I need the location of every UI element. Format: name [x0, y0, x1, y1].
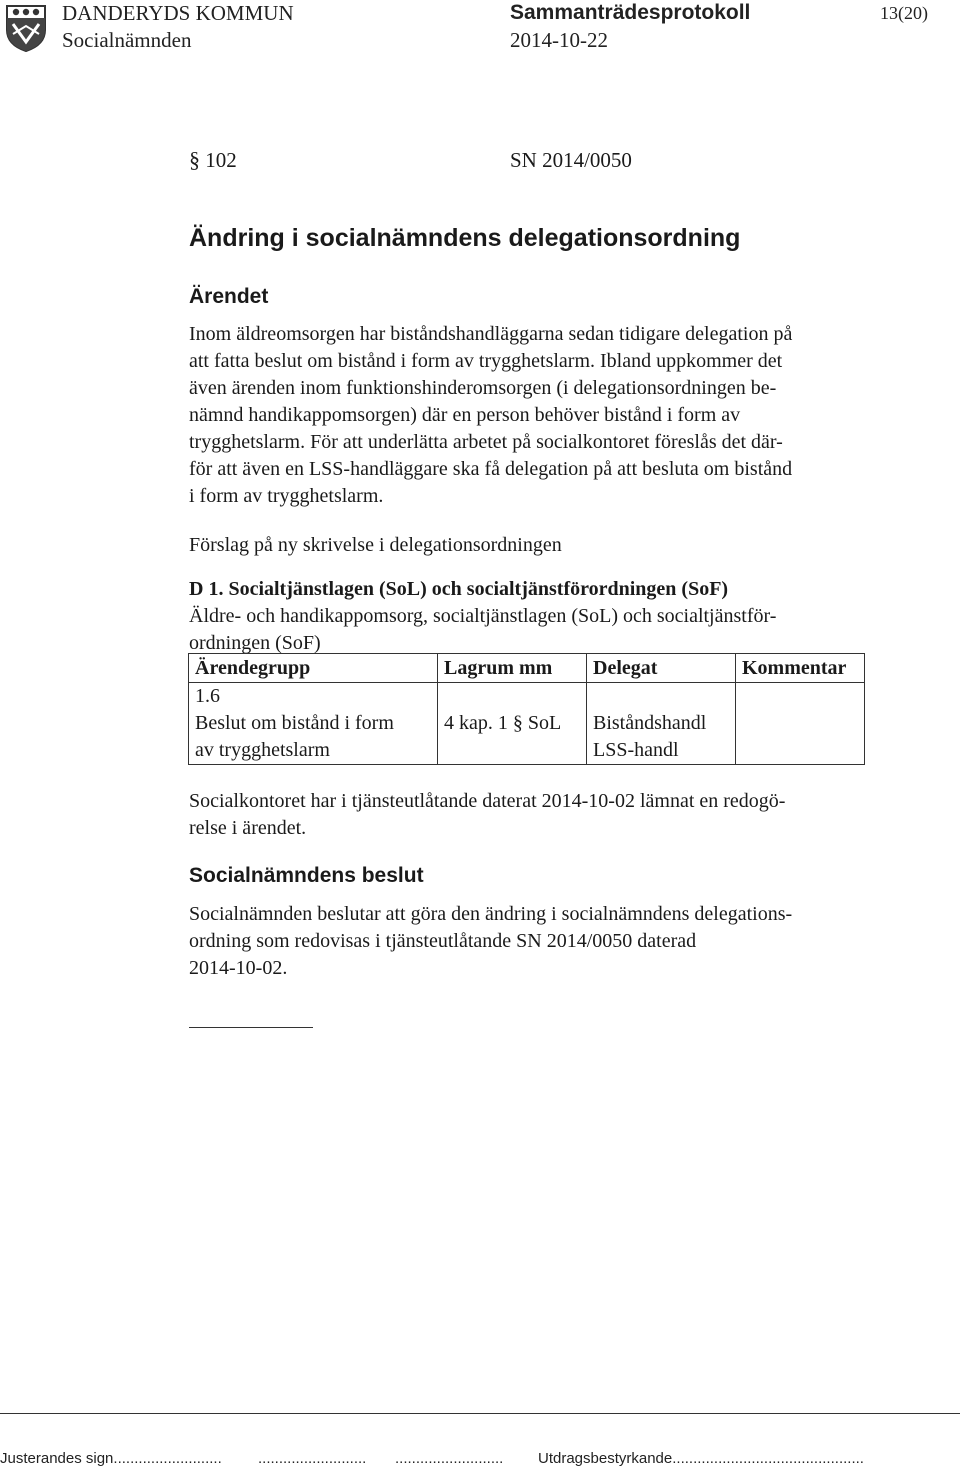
- column-header: Lagrum mm: [438, 654, 587, 683]
- paragraph-no: 102: [205, 148, 237, 172]
- footer-dots: ..........................: [258, 1450, 367, 1467]
- d1-block: [189, 576, 879, 657]
- document-title: Sammanträdesprotokoll: [510, 1, 751, 24]
- text-line: ordning som redovisas i tjänsteutlåtande SN 2014/0050 daterad: [189, 930, 697, 952]
- text-line: ordningen (SoF): [189, 632, 321, 654]
- committee-name: Socialnämnden: [62, 28, 192, 52]
- page-header: [0, 0, 960, 60]
- text-line: relse i ärendet.: [189, 817, 307, 839]
- text-line: Socialnämnden beslutar att göra den ändring i socialnämndens delegations-: [189, 903, 793, 925]
- cell-comment: [736, 683, 865, 765]
- page-number: 13(20): [880, 3, 928, 23]
- heading-arendet: Ärendet: [189, 285, 269, 308]
- case-number: SN 2014/0050: [510, 148, 632, 172]
- text-line: Socialkontoret har i tjänsteutlåtande daterat 2014-10-02 lämnat en redogö-: [189, 790, 786, 812]
- text-line: för att även en LSS-handläggare ska få delegation på att besluta om bistånd: [189, 458, 793, 480]
- meeting-date: 2014-10-22: [510, 28, 608, 52]
- decision-body: [189, 901, 879, 982]
- paragraph-number: [189, 146, 237, 174]
- statement-text: [189, 788, 879, 842]
- table-row: [189, 683, 865, 765]
- column-header: Ärendegrupp: [189, 654, 438, 683]
- delegation-table: [188, 653, 865, 765]
- text-line: att fatta beslut om bistånd i form av trygghetslarm. Ibland uppkommer det: [189, 350, 783, 372]
- footer-rule: [0, 1413, 960, 1414]
- column-header: Delegat: [587, 654, 736, 683]
- d1-heading: D 1. Socialtjänstlagen (SoL) och socialtjänstförordningen (SoF): [189, 578, 729, 600]
- org-name: DANDERYDS KOMMUN: [62, 1, 294, 25]
- text-line: trygghetslarm. För att underlätta arbetet på socialkontoret föreslås det där-: [189, 431, 783, 453]
- column-header: Kommentar: [736, 654, 865, 683]
- heading-decision: Socialnämndens beslut: [189, 864, 424, 887]
- end-rule: [189, 1027, 313, 1028]
- municipal-crest-icon: [5, 4, 47, 52]
- text-line: även ärenden inom funktionshinderomsorgen (i delegationsordningen be-: [189, 377, 777, 399]
- proposal-label: Förslag på ny skrivelse i delegationsordningen: [189, 534, 562, 556]
- text-line: 2014-10-02.: [189, 957, 288, 979]
- section-title: Ändring i socialnämndens delegationsordning: [189, 224, 741, 252]
- text-line: Äldre- och handikappomsorg, socialtjänstlagen (SoL) och socialtjänstför-: [189, 605, 777, 627]
- arendet-body: [189, 321, 879, 510]
- cell-delegate: Biståndshandl LSS-handl: [587, 683, 736, 765]
- table-header-row: [189, 654, 865, 683]
- footer-utdrag: Utdragsbestyrkande..............................................: [538, 1450, 864, 1467]
- cell-group: 1.6 Beslut om bistånd i form av trygghetslarm: [189, 683, 438, 765]
- paragraph-sign: §: [189, 147, 200, 172]
- footer-justerande: Justerandes sign..........................: [0, 1450, 222, 1467]
- text-line: i form av trygghetslarm.: [189, 485, 384, 507]
- text-line: Inom äldreomsorgen har biståndshandläggarna sedan tidigare delegation på: [189, 323, 793, 345]
- text-line: nämnd handikappomsorgen) där en person behöver bistånd i form av: [189, 404, 741, 426]
- footer-dots: ..........................: [395, 1450, 504, 1467]
- cell-law: 4 kap. 1 § SoL: [438, 683, 587, 765]
